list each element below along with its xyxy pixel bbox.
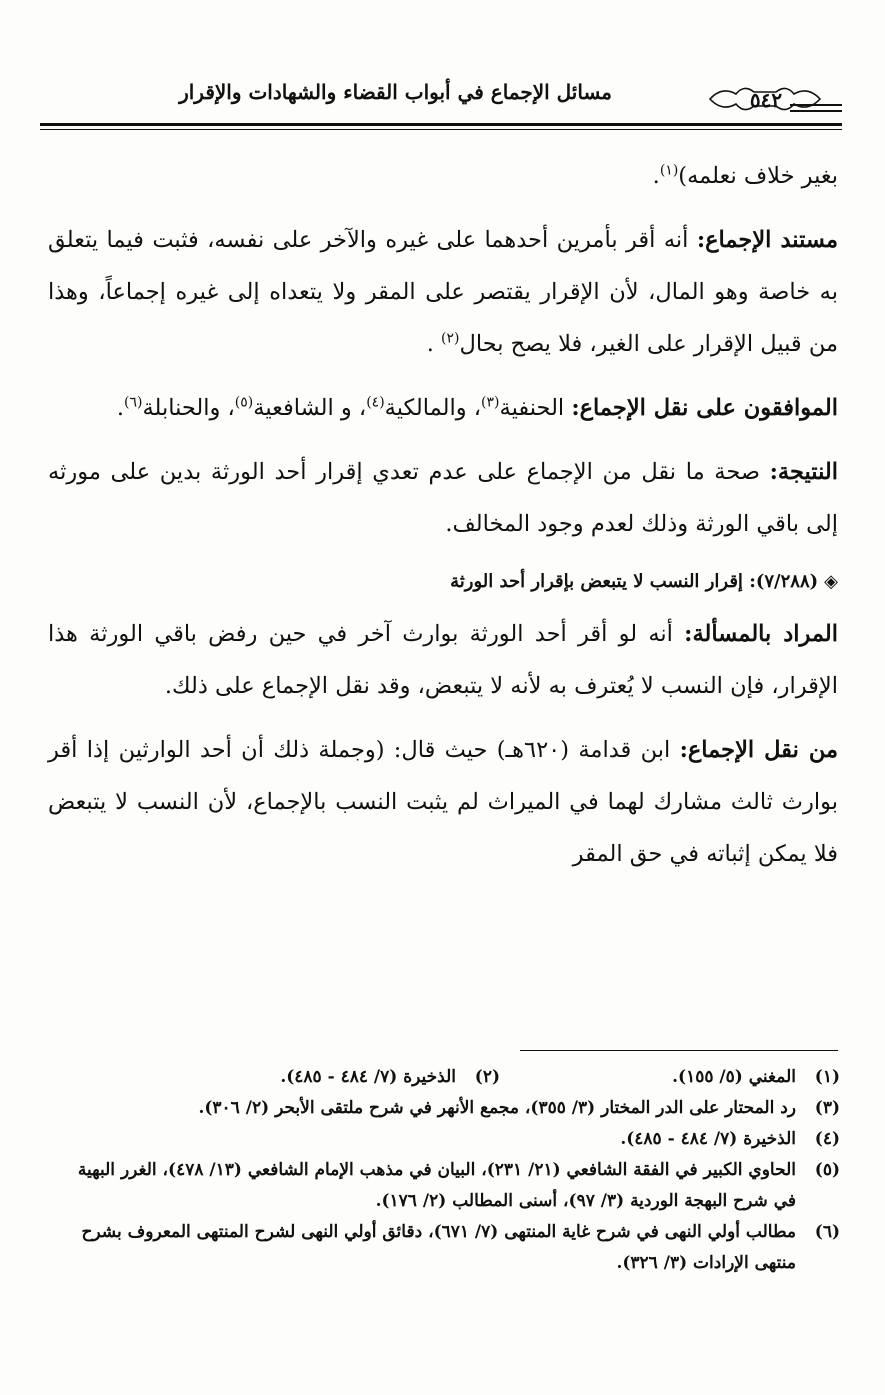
school-shafii: ، و الشافعية [253, 395, 367, 421]
footnotes [70, 1062, 840, 1279]
paragraph-heading: مستند الإجماع: [696, 227, 838, 253]
header-rule-short [790, 110, 842, 112]
paragraph-meaning [48, 608, 838, 712]
school-hanafi: الحنفية [499, 395, 572, 421]
paragraph-end: . [652, 163, 660, 189]
paragraph-text: صحة ما نقل من الإجماع على عدم تعدي إقرار أحد الورثة بدين على مورثه إلى باقي الورثة وذلك لعدم وجود المخالف. [48, 459, 838, 537]
footnote-marker: (٣) [481, 394, 500, 411]
paragraph-text: ابن قدامة (٦٢٠هـ) حيث قال: (وجملة ذلك أن أحد الوارثين إذا أقر بوارث ثالث مشارك لهما في الميراث لم يثبت النسب بالإجماع، لأن النسب لا يتبعض فلا يمكن إثباته في حق المقر [48, 737, 838, 867]
footnote-text: الذخيرة (٧/ ٤٨٤ - ٤٨٥). [280, 1067, 456, 1087]
footnote-number: (٣) [814, 1098, 840, 1118]
paragraph-result [48, 446, 838, 550]
footnote-number: (٥) [814, 1160, 840, 1180]
header-rule-thin [40, 129, 842, 130]
header-rule-thick [40, 123, 842, 126]
footnote-marker: (٦) [123, 394, 143, 411]
footnote-text: الذخيرة (٧/ ٤٨٤ - ٤٨٥). [620, 1129, 796, 1149]
paragraph-text: بغير خلاف نعلمه) [678, 163, 838, 189]
issue-heading [48, 562, 838, 602]
footnote-separator [520, 1050, 838, 1051]
footnote-marker: (٤) [366, 394, 385, 411]
footnote [500, 1062, 840, 1093]
school-maliki: ، والمالكية [384, 395, 482, 421]
footnote [70, 1217, 840, 1279]
footnote-number: (١) [814, 1067, 840, 1087]
footnote [70, 1093, 840, 1124]
paragraph-end: . [116, 395, 124, 421]
footnote-number: (٢) [474, 1067, 500, 1087]
paragraph-heading: من نقل الإجماع: [679, 737, 838, 763]
paragraph-text: أنه لو أقر أحد الورثة بوارث آخر في حين رفض باقي الورثة هذا الإقرار، فإن النسب لا يُعترف به لأنه لا يتبعض، وقد نقل الإجماع على ذلك. [48, 621, 838, 699]
page-header [40, 68, 842, 128]
footnote-marker: (٢) [441, 330, 460, 347]
footnote-number: (٤) [814, 1129, 840, 1149]
footnote-pair [70, 1062, 840, 1093]
paragraph-basis [48, 214, 838, 370]
paragraph-text: أنه أقر بأمرين أحدهما على غيره والآخر على نفسه، فثبت فيما يتعلق به خاصة وهو المال، لأن الإقرار يقتصر على المقر ولا يتعداه إلى غيره إجماعاً، وهذا من قبيل الإقرار على الغير، فلا يصح بحال [48, 227, 838, 357]
paragraph-heading: النتيجة: [769, 459, 838, 485]
footnote-text: المغني (٥/ ١٥٥). [672, 1067, 796, 1087]
footnote-text: رد المحتار على الدر المختار (٣/ ٣٥٥)، مجمع الأنهر في شرح ملتقى الأبحر (٢/ ٣٠٦). [198, 1098, 796, 1118]
footnote [70, 1155, 840, 1217]
school-hanbali: ، والحنابلة [142, 395, 235, 421]
footnote-text: مطالب أولي النهى في شرح غاية المنتهى (٧/ ٦٧١)، دقائق أولي النهى لشرح المنتهى المعروف بشرح منتهى الإرادات (٣/ ٣٢٦). [81, 1222, 796, 1273]
footnote-marker: (٥) [234, 394, 254, 411]
footnote-marker: (١) [659, 162, 679, 179]
paragraph-transmitters [48, 724, 838, 880]
issue-reference: (٧/٢٨٨): [749, 571, 819, 592]
paragraph-continuation [48, 150, 838, 202]
paragraph-end: . [426, 331, 442, 357]
paragraph-agreeing [48, 382, 838, 434]
page-number: ٥٤٢ [749, 88, 783, 112]
paragraph-heading: الموافقون على نقل الإجماع: [571, 395, 838, 421]
footnote-text: الحاوي الكبير في الفقة الشافعي (٢١/ ٢٣١)، البيان في مذهب الإمام الشافعي (١٣/ ٤٧٨)، الغرر البهية في شرح البهجة الوردية (٣/ ٩٧)، أسنى المطالب (٢/ ١٧٦). [77, 1160, 796, 1211]
header-rule-short [790, 104, 842, 106]
main-text [48, 150, 838, 892]
footnote [70, 1124, 840, 1155]
issue-title: إقرار النسب لا يتبعض بإقرار أحد الورثة [450, 571, 750, 592]
diamond-bullet-icon: ◈ [824, 571, 838, 592]
footnote-number: (٦) [814, 1222, 840, 1242]
running-title: مسائل الإجماع في أبواب القضاء والشهادات والإقرار [179, 80, 612, 104]
paragraph-heading: المراد بالمسألة: [684, 621, 839, 647]
footnote [160, 1062, 500, 1093]
